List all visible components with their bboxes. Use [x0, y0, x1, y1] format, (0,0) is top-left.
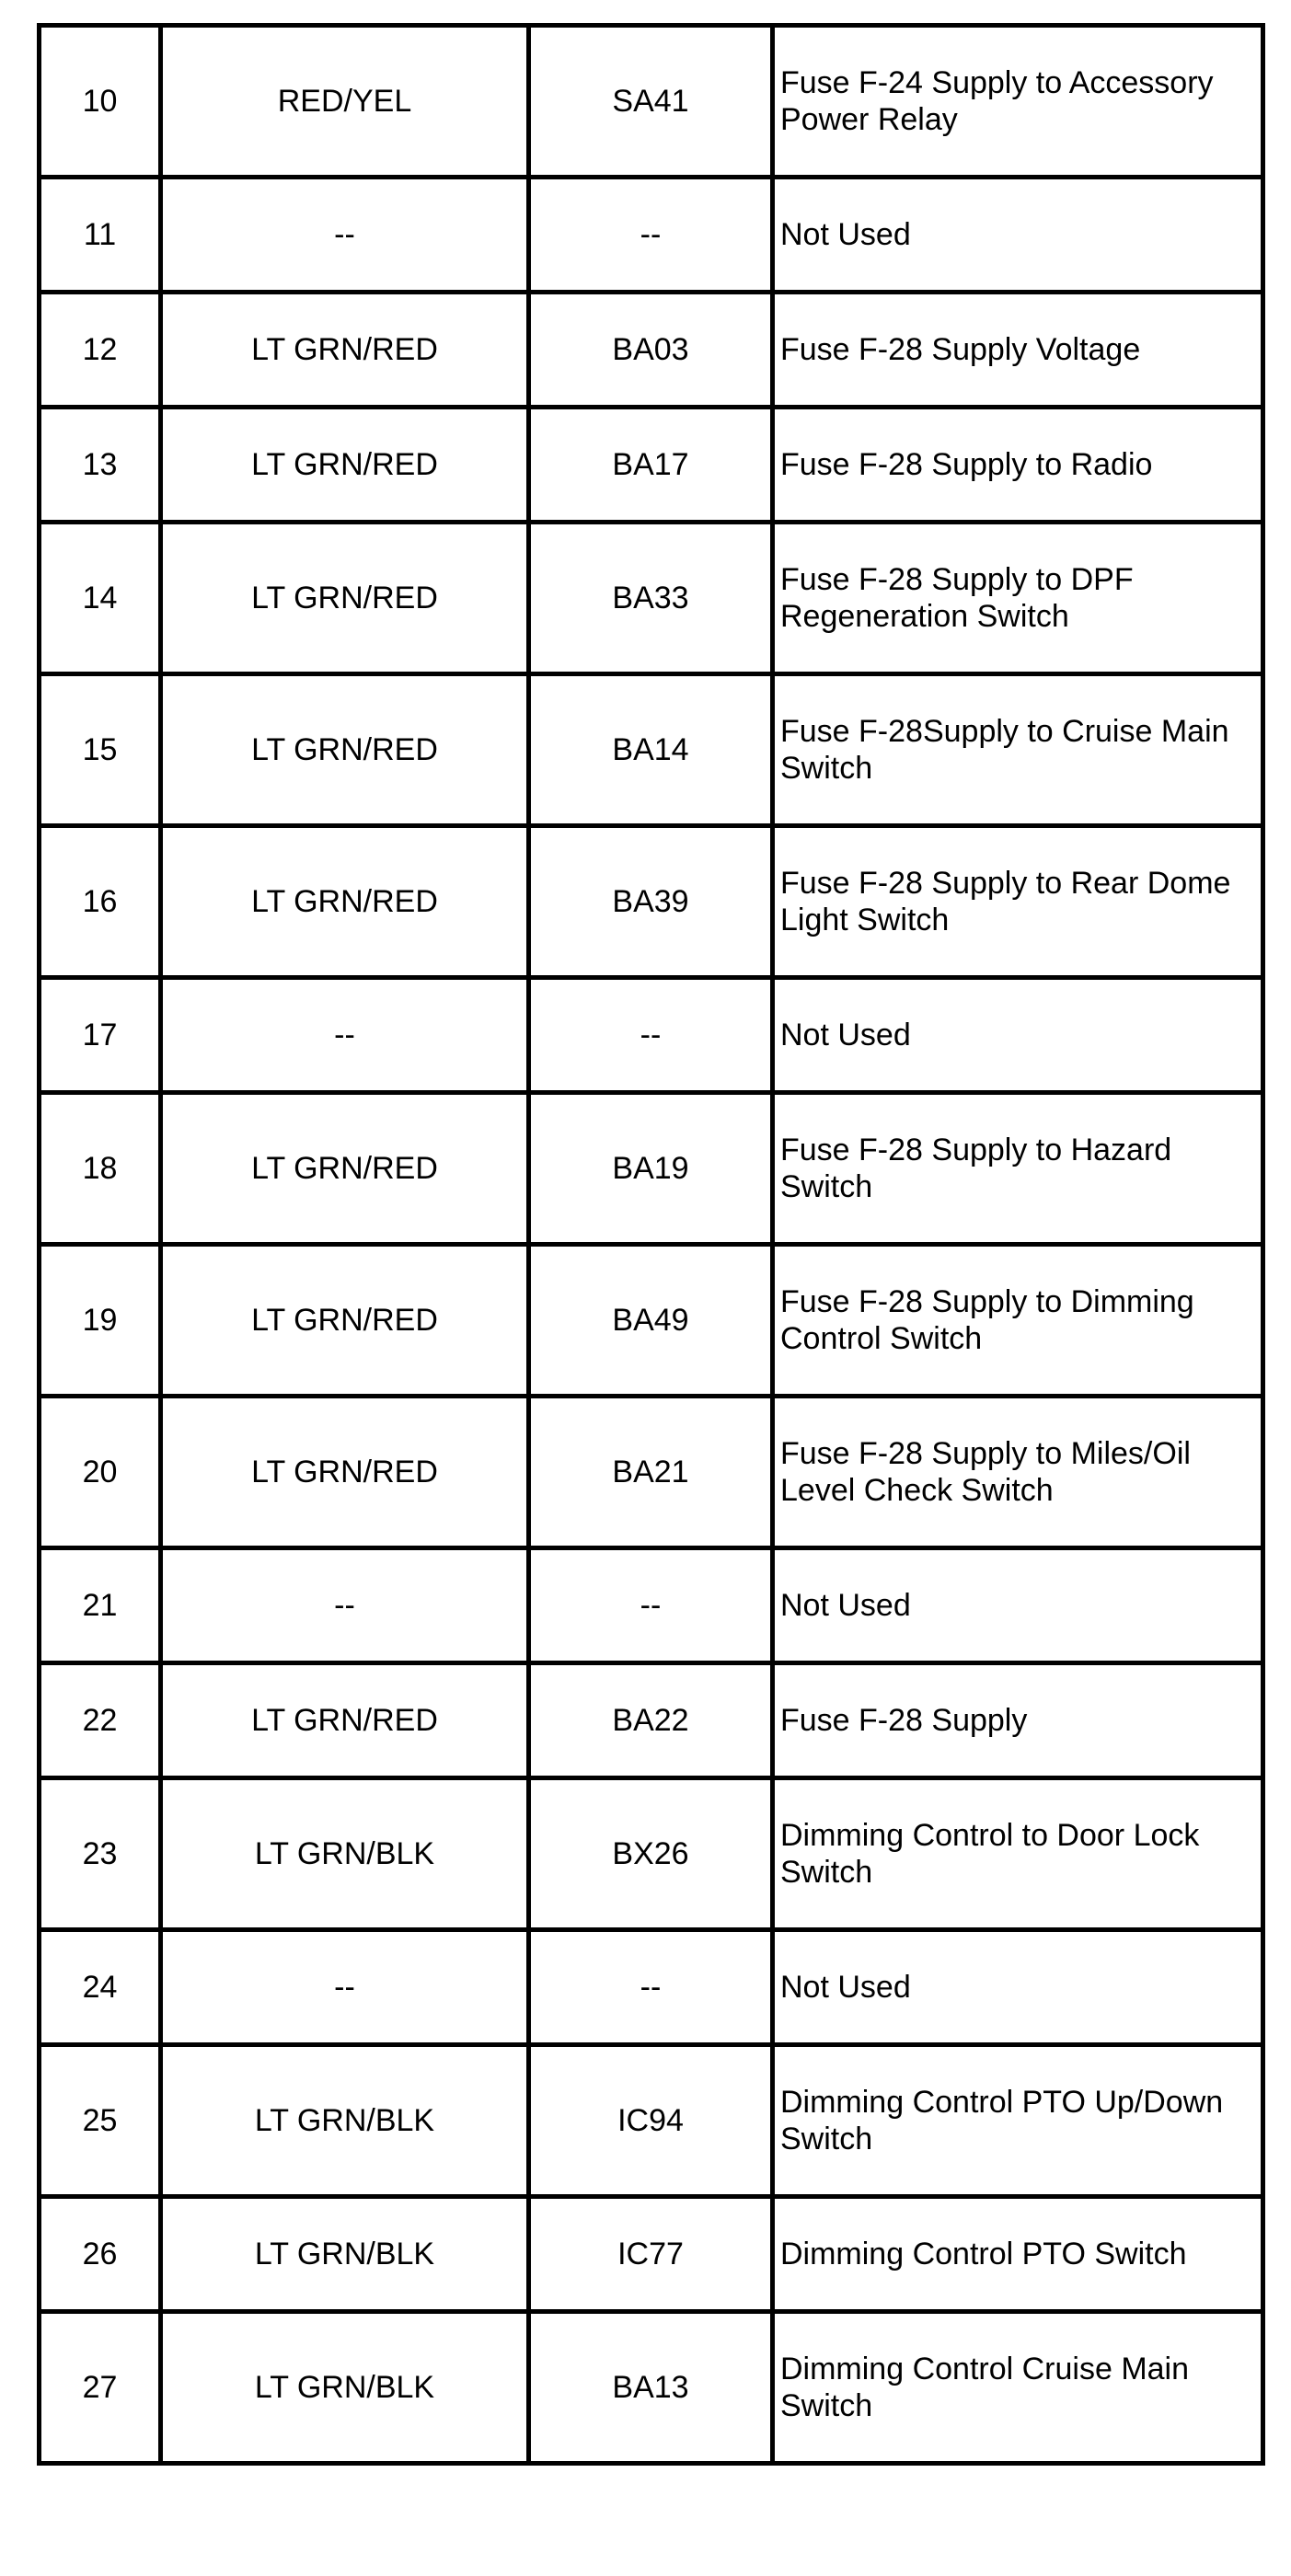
pin-number-cell: 11	[40, 178, 161, 293]
circuit-id-cell: SA41	[529, 26, 773, 178]
table-row	[40, 2312, 1263, 2464]
function-cell: Dimming Control PTO Up/Down Switch	[773, 2045, 1263, 2197]
circuit-id-cell: IC77	[529, 2197, 773, 2312]
function-cell: Not Used	[773, 178, 1263, 293]
circuit-id-cell: --	[529, 1930, 773, 2045]
circuit-id-cell: BX26	[529, 1778, 773, 1930]
function-cell: Not Used	[773, 1548, 1263, 1663]
pin-number-cell: 17	[40, 978, 161, 1093]
pin-number-cell: 19	[40, 1245, 161, 1397]
function-cell: Dimming Control to Door Lock Switch	[773, 1778, 1263, 1930]
circuit-id-cell: BA21	[529, 1397, 773, 1548]
function-cell: Fuse F-28 Supply to Rear Dome Light Switch	[773, 826, 1263, 978]
circuit-id-cell: BA39	[529, 826, 773, 978]
connector-pinout-table-container	[37, 23, 1261, 2466]
function-cell: Not Used	[773, 978, 1263, 1093]
wire-color-cell: LT GRN/RED	[161, 1245, 529, 1397]
circuit-id-cell: IC94	[529, 2045, 773, 2197]
table-row	[40, 408, 1263, 523]
wire-color-cell: LT GRN/BLK	[161, 1778, 529, 1930]
table-row	[40, 523, 1263, 674]
circuit-id-cell: --	[529, 1548, 773, 1663]
circuit-id-cell: BA33	[529, 523, 773, 674]
table-row	[40, 1778, 1263, 1930]
table-row	[40, 1397, 1263, 1548]
table-row	[40, 26, 1263, 178]
function-cell: Dimming Control PTO Switch	[773, 2197, 1263, 2312]
pin-number-cell: 18	[40, 1093, 161, 1245]
table-row	[40, 2197, 1263, 2312]
circuit-id-cell: BA17	[529, 408, 773, 523]
pin-number-cell: 23	[40, 1778, 161, 1930]
wire-color-cell: --	[161, 1930, 529, 2045]
table-row	[40, 1663, 1263, 1778]
function-cell: Fuse F-28 Supply Voltage	[773, 293, 1263, 408]
function-cell: Fuse F-28 Supply to Dimming Control Switch	[773, 1245, 1263, 1397]
pin-number-cell: 13	[40, 408, 161, 523]
pin-number-cell: 25	[40, 2045, 161, 2197]
function-cell: Fuse F-28 Supply to Hazard Switch	[773, 1093, 1263, 1245]
table-row	[40, 978, 1263, 1093]
table-row	[40, 1245, 1263, 1397]
wire-color-cell: LT GRN/RED	[161, 1663, 529, 1778]
function-cell: Fuse F-28 Supply	[773, 1663, 1263, 1778]
circuit-id-cell: BA49	[529, 1245, 773, 1397]
wire-color-cell: RED/YEL	[161, 26, 529, 178]
wire-color-cell: --	[161, 178, 529, 293]
pin-number-cell: 14	[40, 523, 161, 674]
function-cell: Fuse F-28 Supply to DPF Regeneration Switch	[773, 523, 1263, 674]
pin-number-cell: 26	[40, 2197, 161, 2312]
table-row	[40, 178, 1263, 293]
wire-color-cell: LT GRN/RED	[161, 1397, 529, 1548]
pin-number-cell: 10	[40, 26, 161, 178]
table-row	[40, 2045, 1263, 2197]
table-row	[40, 1093, 1263, 1245]
wire-color-cell: LT GRN/RED	[161, 293, 529, 408]
function-cell: Fuse F-28 Supply to Radio	[773, 408, 1263, 523]
pin-number-cell: 20	[40, 1397, 161, 1548]
wire-color-cell: LT GRN/RED	[161, 826, 529, 978]
circuit-id-cell: BA19	[529, 1093, 773, 1245]
function-cell: Fuse F-24 Supply to Accessory Power Relay	[773, 26, 1263, 178]
wire-color-cell: LT GRN/BLK	[161, 2312, 529, 2464]
pin-number-cell: 15	[40, 674, 161, 826]
circuit-id-cell: BA14	[529, 674, 773, 826]
wire-color-cell: LT GRN/BLK	[161, 2045, 529, 2197]
pin-number-cell: 22	[40, 1663, 161, 1778]
table-row	[40, 826, 1263, 978]
function-cell: Fuse F-28 Supply to Miles/Oil Level Check Switch	[773, 1397, 1263, 1548]
function-cell: Dimming Control Cruise Main Switch	[773, 2312, 1263, 2464]
circuit-id-cell: --	[529, 978, 773, 1093]
table-row	[40, 1548, 1263, 1663]
connector-pinout-table	[37, 23, 1265, 2466]
circuit-id-cell: BA03	[529, 293, 773, 408]
circuit-id-cell: --	[529, 178, 773, 293]
pin-number-cell: 24	[40, 1930, 161, 2045]
circuit-id-cell: BA22	[529, 1663, 773, 1778]
wire-color-cell: --	[161, 1548, 529, 1663]
pin-number-cell: 27	[40, 2312, 161, 2464]
table-row	[40, 293, 1263, 408]
wire-color-cell: LT GRN/RED	[161, 674, 529, 826]
wire-color-cell: LT GRN/BLK	[161, 2197, 529, 2312]
wire-color-cell: --	[161, 978, 529, 1093]
wire-color-cell: LT GRN/RED	[161, 1093, 529, 1245]
pin-number-cell: 21	[40, 1548, 161, 1663]
table-row	[40, 674, 1263, 826]
wire-color-cell: LT GRN/RED	[161, 523, 529, 674]
function-cell: Fuse F-28Supply to Cruise Main Switch	[773, 674, 1263, 826]
function-cell: Not Used	[773, 1930, 1263, 2045]
pin-number-cell: 16	[40, 826, 161, 978]
table-row	[40, 1930, 1263, 2045]
circuit-id-cell: BA13	[529, 2312, 773, 2464]
wire-color-cell: LT GRN/RED	[161, 408, 529, 523]
pin-number-cell: 12	[40, 293, 161, 408]
